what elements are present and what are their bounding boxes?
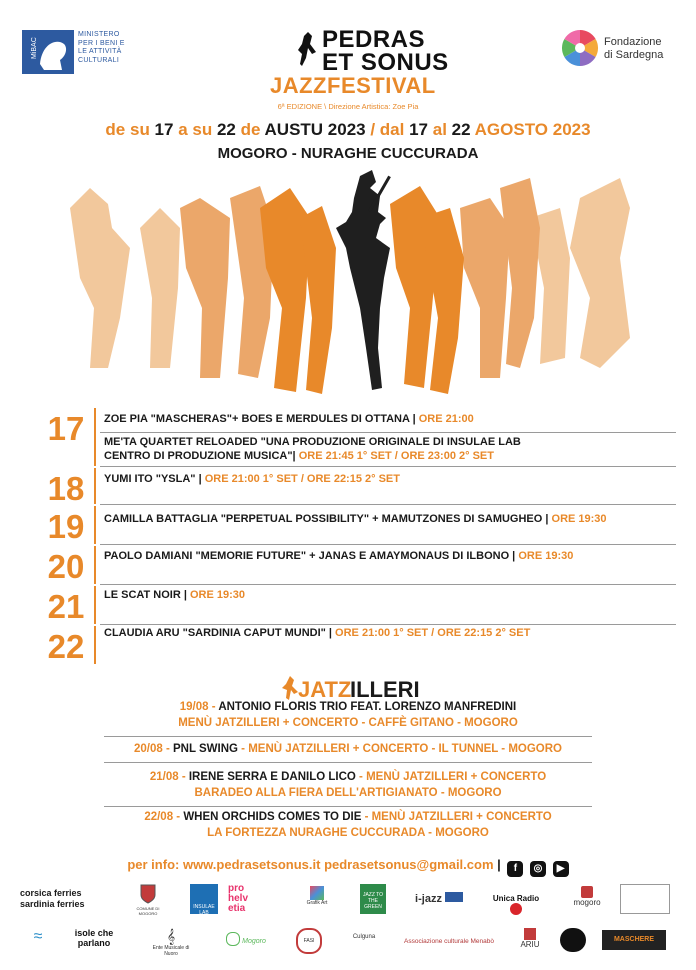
- dancers-illustration: [60, 168, 640, 400]
- row-divider: [100, 584, 676, 585]
- sponsor-i-jazz: i-jazz: [406, 892, 472, 905]
- row-divider: [100, 466, 676, 467]
- jatzilleri-event-detail: LA FORTEZZA NURAGHE CUCCURADA - MOGORO: [207, 827, 489, 839]
- coat-of-arms-icon: [140, 884, 156, 904]
- sponsor-ariu: ARIU: [516, 928, 544, 949]
- schedule-entry: CLAUDIA ARU "SARDINIA CAPUT MUNDI" | ORE 21:00 1° SET / ORE 22:15 2° SET: [104, 627, 531, 639]
- schedule-day-20: [40, 546, 676, 584]
- foundation-wheel-icon: [562, 30, 598, 66]
- jatzilleri-logo: JATZ ILLERI: [280, 676, 420, 702]
- day-number: 18: [47, 470, 85, 507]
- schedule-day-17: [40, 408, 676, 466]
- figure-icon: [294, 30, 320, 68]
- row-divider: [104, 806, 592, 807]
- day-number: 21: [47, 588, 85, 625]
- sponsor-mask: [560, 928, 586, 952]
- foundation-text: Fondazione di Sardegna: [604, 36, 664, 61]
- day-divider: [94, 408, 96, 466]
- sponsor-fasi: FASI: [296, 928, 322, 954]
- sponsor-grafik-art: Grafik Art: [300, 886, 334, 906]
- foundation-logo: [562, 28, 682, 72]
- festival-place: MOGORO - NURAGHE CUCCURADA: [217, 145, 479, 162]
- schedule-day-21: [40, 586, 676, 624]
- day-number: 19: [47, 508, 85, 545]
- festival-logo: PEDRAS ET SONUS JAZZFESTIVAL: [270, 26, 449, 98]
- sponsor-crest: [620, 884, 670, 914]
- sponsor-jazz-to-the-green: JAZZ TO THE GREEN: [360, 884, 386, 914]
- day-divider: [94, 586, 96, 624]
- row-divider: [104, 736, 592, 737]
- jatzilleri-event-detail: MENÙ JATZILLERI + CONCERTO - CAFFÈ GITANO - MOGORO: [178, 717, 518, 729]
- info-line: per info: www.pedrasetsonus.it pedrasetsonus@gmail.com | f ◎ ▶: [0, 857, 696, 877]
- schedule-day-19: [40, 506, 676, 544]
- sponsor-ente-musicale-nuoro: 𝄞 Ente Musicale di Nuoro: [152, 928, 190, 957]
- website-link[interactable]: www.pedrasetsonus.it: [182, 857, 321, 872]
- sponsor-pro-helvetia: pro helv etia: [228, 883, 249, 914]
- day-divider: [94, 546, 96, 584]
- jatzilleri-event-detail: BARADEO ALLA FIERA DELL'ARTIGIANATO - MOGORO: [194, 787, 502, 799]
- day-divider: [94, 626, 96, 664]
- jatzilleri-event: 21/08 - IRENE SERRA E DANILO LICO - MENÙ JATZILLERI + CONCERTO: [149, 771, 547, 783]
- ministry-logo: [22, 30, 142, 74]
- row-divider: [100, 624, 676, 625]
- ministry-emblem: [22, 30, 74, 74]
- jatzilleri-event: 19/08 - ANTONIO FLORIS TRIO FEAT. LORENZO MANFREDINI: [179, 701, 517, 713]
- instagram-icon[interactable]: ◎: [530, 861, 546, 877]
- sponsor-maschere: MASCHERE: [602, 930, 666, 950]
- jatzilleri-event: 22/08 - WHEN ORCHIDS COMES TO DIE - MENÙ JATZILLERI + CONCERTO: [144, 811, 552, 823]
- schedule-entry: ME'TA QUARTET RELOADED "UNA PRODUZIONE ORIGINALE DI INSULAE LAB: [104, 436, 521, 448]
- schedule-entry: LE SCAT NOIR | ORE 19:30: [104, 589, 246, 601]
- schedule-day-22: [40, 626, 676, 664]
- edition-line: 6ª EDIZIONE \ Direzione Artistica: Zoe Pia: [277, 102, 419, 111]
- day-number: 20: [47, 548, 85, 585]
- sponsor-unica-radio: Unica Radio: [488, 894, 544, 915]
- ministry-text: MINISTERO PER I BENI E LE ATTIVITÀ CULTURALI: [78, 31, 125, 64]
- day-number: 22: [47, 628, 85, 665]
- row-divider: [100, 504, 676, 505]
- row-divider: [100, 432, 676, 433]
- sponsor-corsica-ferries: corsica ferries sardinia ferries: [20, 888, 85, 909]
- sponsor-insulae-lab: INSULAE LAB: [190, 884, 218, 914]
- schedule-entry: PAOLO DAMIANI "MEMORIE FUTURE" + JANAS E AMAYMONAUS DI ILBONO | ORE 19:30: [104, 550, 574, 562]
- sponsor-isole-che-parlano: isole che parlano: [74, 928, 114, 948]
- day-divider: [94, 506, 96, 544]
- row-divider: [104, 762, 592, 763]
- ministry-badge-text: MiBAC: [31, 37, 38, 59]
- schedule-entry: ZOE PIA "MASCHERAS"+ BOES E MERDULES DI OTTANA | ORE 21:00: [104, 413, 474, 425]
- schedule-entry: CAMILLA BATTAGLIA "PERPETUAL POSSIBILITY" + MAMUTZONES DI SAMUGHEO | ORE 19:30: [104, 513, 607, 525]
- day-number: 17: [47, 410, 85, 447]
- sponsor-comune-mogoro: COMUNE DI MOGORO: [128, 884, 168, 916]
- jatzilleri-event: 20/08 - PNL SWING - MENÙ JATZILLERI + CONCERTO - IL TUNNEL - MOGORO: [134, 743, 562, 755]
- facebook-icon[interactable]: f: [507, 861, 523, 877]
- figure-icon: [280, 676, 300, 700]
- youtube-icon[interactable]: ▶: [553, 861, 569, 877]
- schedule-entry: CENTRO DI PRODUZIONE MUSICA"| ORE 21:45 1° SET / ORE 23:00 2° SET: [104, 450, 494, 462]
- sponsor-wave: ≈: [33, 928, 43, 945]
- day-divider: [94, 468, 96, 504]
- row-divider: [100, 544, 676, 545]
- email-link[interactable]: pedrasetsonus@gmail.com: [320, 857, 494, 872]
- festival-dates: de su 17 a su 22 de AUSTU 2023 / dal 17 al 22 AGOSTO 2023: [105, 120, 591, 139]
- schedule-day-18: [40, 468, 676, 507]
- sponsor-menabo: Associazione culturale Menabò: [404, 938, 494, 945]
- sponsor-culguna: Culguna: [352, 934, 376, 940]
- sponsor-mogoro: mogoro: [570, 886, 604, 907]
- schedule-entry: YUMI ITO "YSLA" | ORE 21:00 1° SET / ORE 22:15 2° SET: [104, 473, 400, 485]
- sponsor-mogoro-green: Mogoro: [216, 932, 276, 946]
